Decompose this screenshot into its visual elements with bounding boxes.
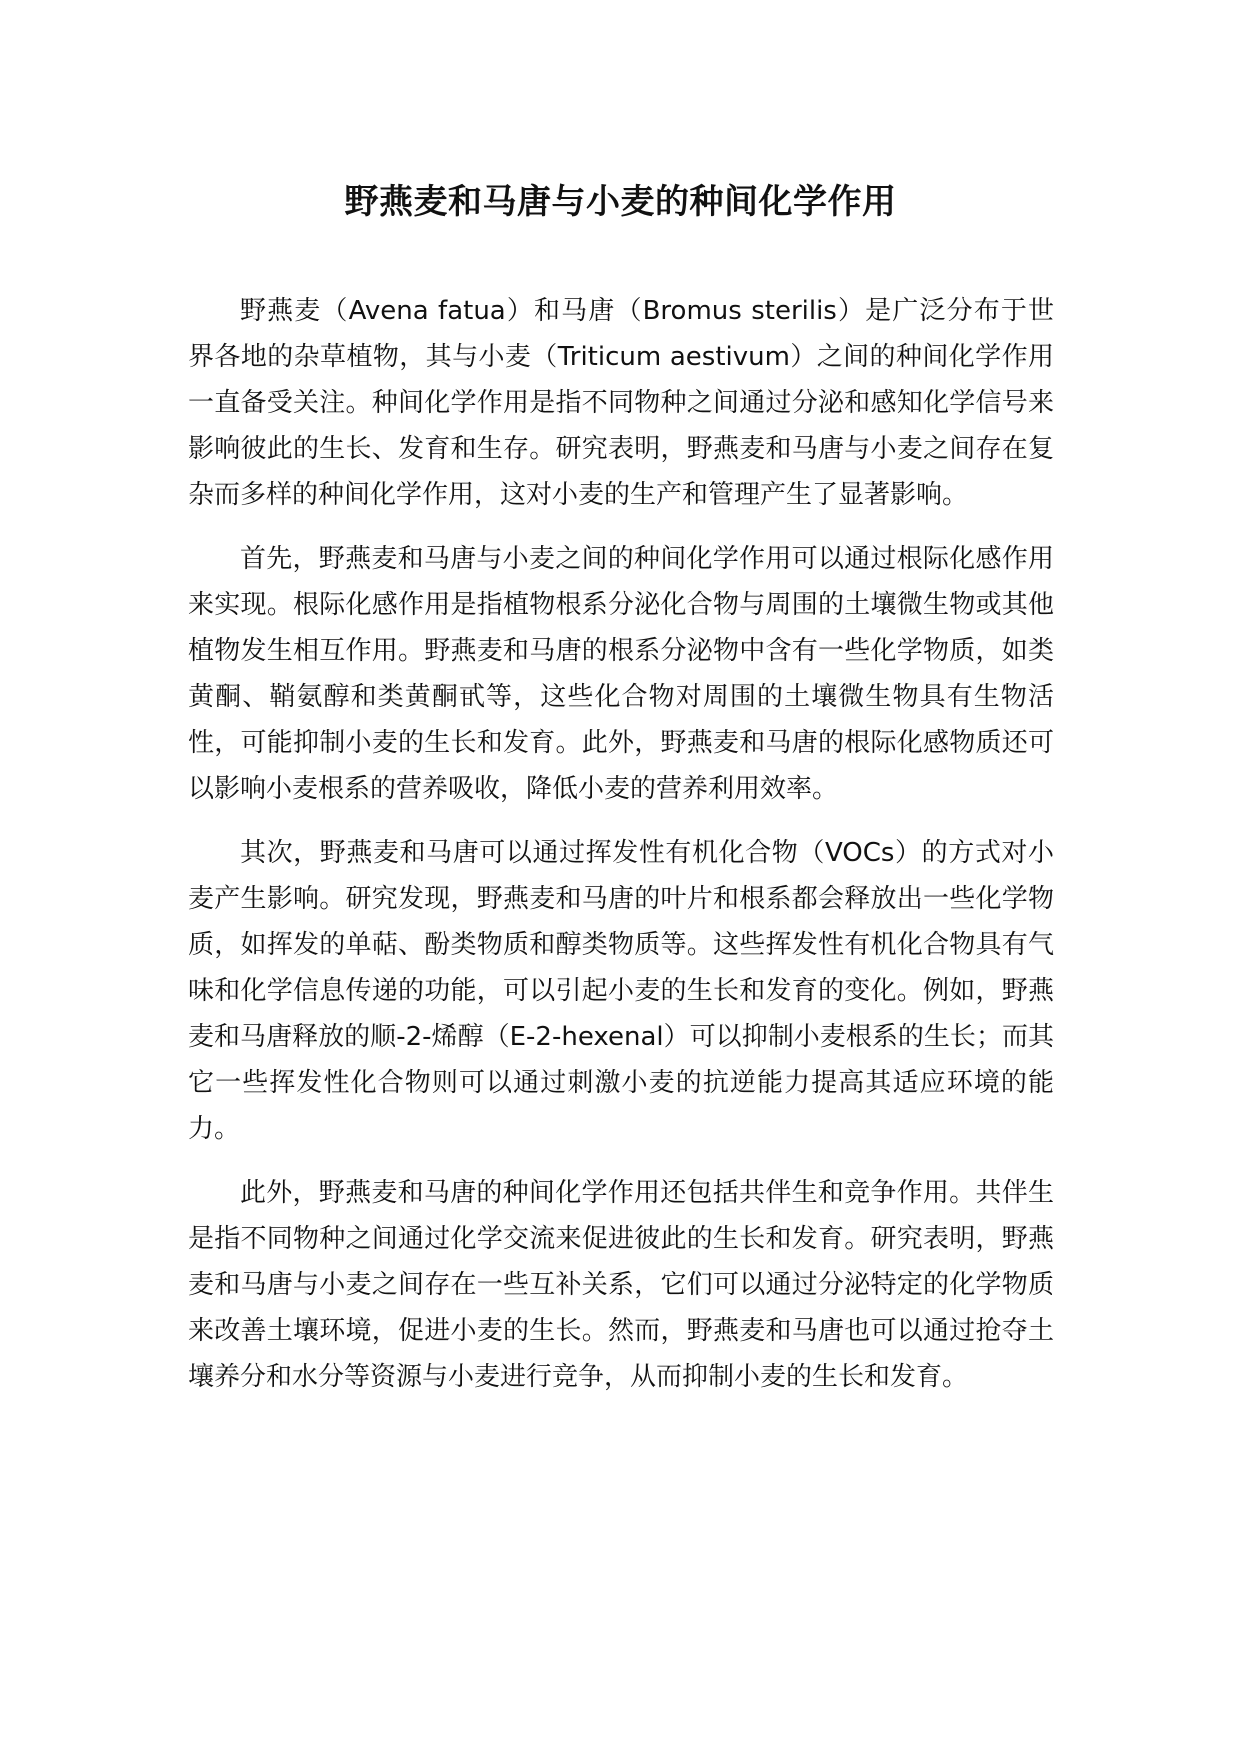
page-title: 野燕麦和马唐与小麦的种间化学作用 [344,182,897,222]
paragraph-2: 首先，野燕麦和马唐与小麦之间的种间化学作用可以通过根际化感作用来实现。根际化感作用是指植物根系分泌化合物与周围的土壤微生物或其他植物发生相互作用。野燕麦和马唐的根系分泌物中含有一些化学物质，如类黄酮、鞘氨醇和类黄酮甙等，这些化合物对周围的土壤微生物具有生物活性，可能抑制小麦的生长和发育。此外，野燕麦和马唐的根际化感物质还可以影响小麦根系的营养吸收，降低小麦的营养利用效率。 [188,544,1054,804]
document-body [188,288,1054,1418]
paragraph-4: 此外，野燕麦和马唐的种间化学作用还包括共伴生和竞争作用。共伴生是指不同物种之间通过化学交流来促进彼此的生长和发育。研究表明，野燕麦和马唐与小麦之间存在一些互补关系，它们可以通过分泌特定的化学物质来改善土壤环境，促进小麦的生长。然而，野燕麦和马唐也可以通过抢夺土壤养分和水分等资源与小麦进行竞争，从而抑制小麦的生长和发育。 [188,1178,1054,1392]
paragraph-3: 其次，野燕麦和马唐可以通过挥发性有机化合物（VOCs）的方式对小麦产生影响。研究发现，野燕麦和马唐的叶片和根系都会释放出一些化学物质，如挥发的单萜、酚类物质和醇类物质等。这些挥发性有机化合物具有气味和化学信息传递的功能，可以引起小麦的生长和发育的变化。例如，野燕麦和马唐释放的顺-2-烯醇（E-2-hexenal）可以抑制小麦根系的生长；而其它一些挥发性化合物则可以通过刺激小麦的抗逆能力提高其适应环境的能力。 [188,838,1054,1144]
paragraph-1: 野燕麦（Avena fatua）和马唐（Bromus sterilis）是广泛分布于世界各地的杂草植物，其与小麦（Triticum aestivum）之间的种间化学作用一直备受关注。种间化学作用是指不同物种之间通过分泌和感知化学信号来影响彼此的生长、发育和生存。研究表明，野燕麦和马唐与小麦之间存在复杂而多样的种间化学作用，这对小麦的生产和管理产生了显著影响。 [188,296,1054,510]
